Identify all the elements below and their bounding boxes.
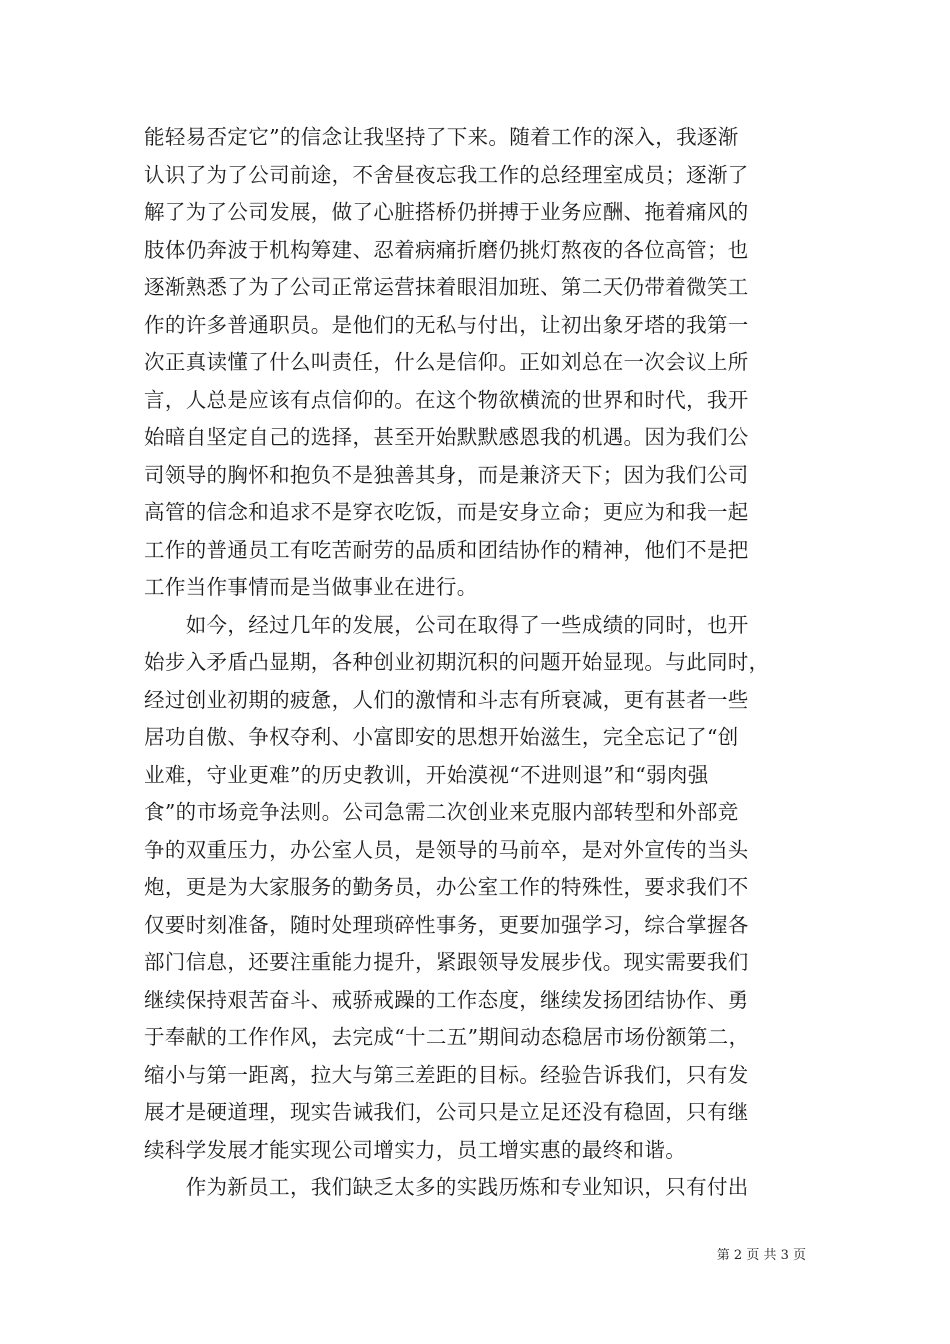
- text-line: 展才是硬道理，现实告诫我们，公司只是立足还没有稳固，只有继: [144, 1100, 749, 1124]
- document-body: [144, 119, 806, 1207]
- text-line: 能轻易否定它”的信念让我坚持了下来。随着工作的深入，我逐渐: [144, 125, 739, 149]
- text-line: 始步入矛盾凸显期，各种创业初期沉积的问题开始显现。与此同时，: [144, 650, 770, 674]
- text-line: 工作的普通员工有吃苦耐劳的品质和团结协作的精神，他们不是把: [144, 537, 749, 562]
- text-line: 缩小与第一距离，拉大与第三差距的目标。经验告诉我们，只有发: [144, 1062, 749, 1087]
- text-line: 居功自傲、争权夺利、小富即安的思想开始滋生，完全忘记了“创: [144, 725, 739, 749]
- text-line: 部门信息，还要注重能力提升，紧跟领导发展步伐。现实需要我们: [144, 950, 749, 974]
- text-line: 认识了为了公司前途，不舍昼夜忘我工作的总经理室成员；逐渐了: [144, 162, 749, 187]
- text-line: 解了为了公司发展，做了心脏搭桥仍拼搏于业务应酬、拖着痛风的: [144, 200, 749, 224]
- text-line: 司领导的胸怀和抱负不是独善其身，而是兼济天下；因为我们公司: [144, 462, 749, 487]
- text-line: 续科学发展才能实现公司增实力，员工增实惠的最终和谐。: [144, 1137, 687, 1162]
- text-line: 言，人总是应该有点信仰的。在这个物欲横流的世界和时代，我开: [144, 387, 749, 412]
- text-line: 业难，守业更难”的历史教训，开始漠视“不进则退”和“弱肉强: [144, 762, 709, 787]
- text-line: 作为新员工，我们缺乏太多的实践历炼和专业知识，只有付出: [144, 1175, 749, 1199]
- text-line: 仅要时刻准备，随时处理琐碎性事务，更要加强学习，综合掌握各: [144, 912, 749, 937]
- text-line: 作的许多普通职员。是他们的无私与付出，让初出象牙塔的我第一: [144, 312, 749, 337]
- text-line: 食”的市场竞争法则。公司急需二次创业来克服内部转型和外部竞: [144, 800, 739, 824]
- text-line: 继续保持艰苦奋斗、戒骄戒躁的工作态度，继续发扬团结协作、勇: [144, 987, 749, 1012]
- text-line: 次正真读懂了什么叫责任，什么是信仰。正如刘总在一次会议上所: [144, 350, 749, 374]
- text-line: 炮，更是为大家服务的勤务员，办公室工作的特殊性，要求我们不: [144, 875, 749, 899]
- text-line: 经过创业初期的疲惫，人们的激情和斗志有所衰减，更有甚者一些: [144, 687, 749, 712]
- text-line: 高管的信念和追求不是穿衣吃饭，而是安身立命；更应为和我一起: [144, 500, 749, 524]
- page-number-footer: 第 2 页 共 3 页: [716, 1248, 806, 1263]
- text-line: 于奉献的工作作风，去完成“十二五”期间动态稳居市场份额第二，: [144, 1025, 750, 1049]
- text-line: 工作当作事情而是当做事业在进行。: [144, 575, 478, 599]
- text-line: 如今，经过几年的发展，公司在取得了一些成绩的同时，也开: [144, 612, 749, 637]
- text-line: 肢体仍奔波于机构筹建、忍着病痛折磨仍挑灯熬夜的各位高管；也: [144, 237, 749, 262]
- text-line: 始暗自坚定自己的选择，甚至开始默默感恩我的机遇。因为我们公: [144, 425, 749, 449]
- text-line: 逐渐熟悉了为了公司正常运营抹着眼泪加班、第二天仍带着微笑工: [144, 275, 749, 299]
- text-line: 争的双重压力，办公室人员，是领导的马前卒，是对外宣传的当头: [144, 837, 749, 862]
